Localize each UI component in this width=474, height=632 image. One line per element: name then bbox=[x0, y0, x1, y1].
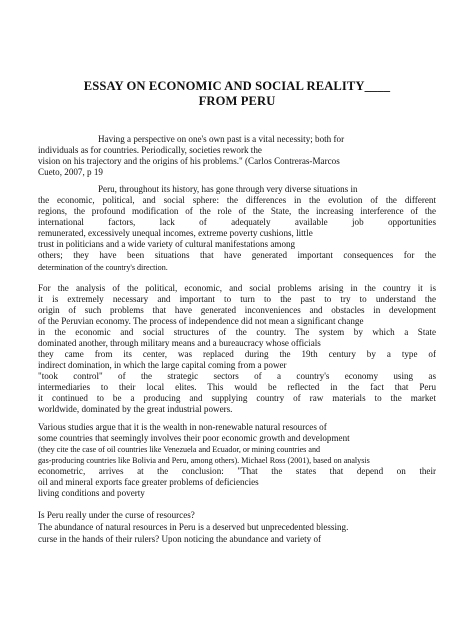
epigraph-line: vision on his trajectory and the origins of his problems." (Carlos Contreras-Marcos bbox=[38, 156, 340, 166]
paragraph-line: The abundance of natural resources in Peru is a deserved but unprecedented blessing. bbox=[38, 522, 349, 532]
epigraph-line: Cueto, 2007, p 19 bbox=[38, 167, 103, 177]
paragraph-line: worldwide, dominated by the great industrial powers. bbox=[38, 404, 233, 414]
paragraph-line: international factors, lack of adequately available job opportunities bbox=[38, 217, 436, 227]
paragraph-line: regions, the profound modification of the role of the State, the increasing interference of the bbox=[38, 206, 436, 216]
title-line-1: ESSAY ON ECONOMIC AND SOCIAL REALITY____ bbox=[83, 79, 391, 93]
paragraph-line: the economic, political, and social sphere: the differences in the evolution of the different bbox=[38, 195, 436, 205]
paragraph-line: indirect domination, in which the large capital coming from a power bbox=[38, 360, 287, 370]
paragraph-line: living conditions and poverty bbox=[38, 488, 145, 498]
epigraph-line: individuals as for countries. Periodically, societies rework the bbox=[38, 145, 262, 155]
title-line-2: FROM PERU bbox=[198, 94, 276, 108]
paragraph-line: remunerated, excessively unequal incomes, extreme poverty cushions, little bbox=[38, 228, 313, 238]
paragraph-line: curse in the hands of their rulers? Upon noticing the abundance and variety of bbox=[38, 534, 322, 544]
paragraph-line: in the economic and social structures of the country. The system by which a State bbox=[38, 327, 436, 337]
epigraph-line: Having a perspective on one's own past is a vital necessity; both for bbox=[98, 134, 345, 144]
paragraph-line: (they cite the case of oil countries like Venezuela and Ecuador, or mining countries and bbox=[38, 445, 321, 454]
paragraph-line: dominated another, through military means and a bureaucracy whose officials bbox=[38, 338, 321, 348]
paragraph-line: oil and mineral exports face greater problems of deficiencies bbox=[38, 477, 259, 487]
paragraph-line: econometric, arrives at the conclusion: "That the states that depend on their bbox=[38, 466, 436, 476]
paragraph-line: some countries that seemingly involves their poor economic growth and development bbox=[38, 433, 350, 443]
paragraph-line: of the Peruvian economy. The process of independence did not mean a significant change bbox=[38, 316, 364, 326]
paragraph-line: trust in politicians and a wide variety of cultural manifestations among bbox=[38, 239, 296, 249]
document-title bbox=[38, 79, 436, 109]
paragraph-line: others; they have been situations that have generated important consequences for the bbox=[38, 250, 436, 260]
paragraph-line: Is Peru really under the curse of resources? bbox=[38, 510, 195, 520]
paragraph-line: For the analysis of the political, economic, and social problems arising in the country it is bbox=[38, 283, 436, 293]
paragraph-line: origin of such problems that have generated inconveniences and obstacles in development bbox=[38, 305, 436, 315]
paragraph-line: determination of the country's direction. bbox=[38, 263, 168, 272]
paragraph-line: Various studies argue that it is the wealth in non-renewable natural resources of bbox=[38, 422, 327, 432]
paragraph-line: gas-producing countries like Bolivia and Peru, among others). Michael Ross (2001), based on analysis bbox=[38, 456, 370, 465]
paragraph-line: Peru, throughout its history, has gone through very diverse situations in bbox=[98, 184, 358, 194]
paragraph-line: intermediaries to their local elites. This would be reflected in the fact that Peru bbox=[38, 382, 436, 392]
paragraph-line: it continued to be a producing and supplying country of raw materials to the market bbox=[38, 393, 436, 403]
paragraph-line: they came from its center, was replaced during the 19th century by a type of bbox=[38, 349, 436, 359]
paragraph-line: it is extremely necessary and important to turn to the past to try to understand the bbox=[38, 294, 436, 304]
paragraph-line: "took control" of the strategic sectors of a country's economy using as bbox=[38, 371, 436, 381]
